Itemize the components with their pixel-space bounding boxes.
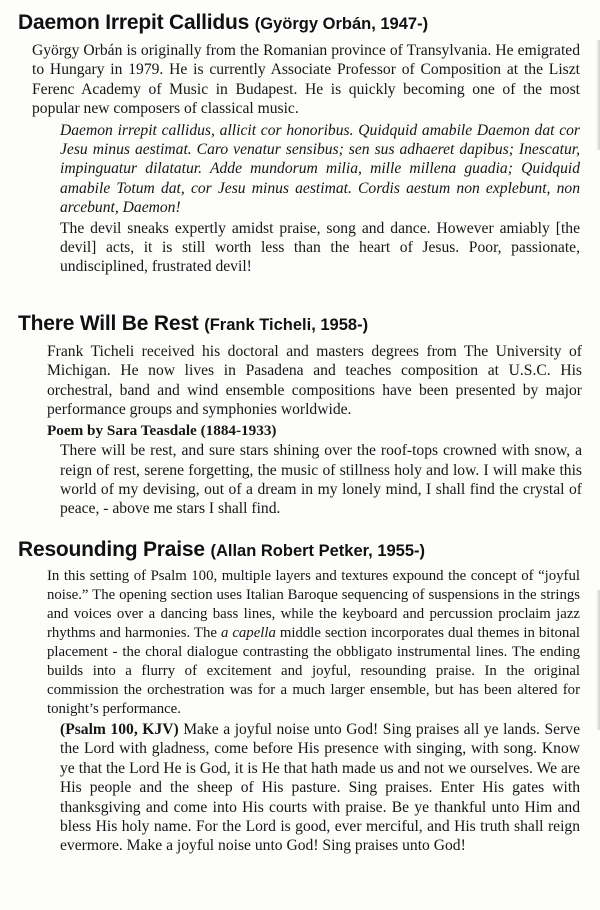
- composer-credit: (Allan Robert Petker, 1955-): [210, 542, 426, 560]
- poem-credit: Poem by Sara Teasdale (1884-1933): [47, 421, 277, 439]
- a-capella-term: a capella: [220, 625, 276, 641]
- piece-heading: [0, 11, 600, 36]
- piece-resounding-praise: [0, 538, 600, 856]
- poem-text: There will be rest, and sure stars shining over the roof-tops crowned with snow, a reign of rest, serene forgetting, the music of stillness holy and low. I will make this world of my devising, out of a dream in my lonely mind, I shall find the crystal of peace, - above me stars I shall find.: [60, 442, 582, 518]
- piece-heading: [0, 538, 600, 563]
- page-edge-shadow: [596, 590, 600, 730]
- composer-bio: Frank Ticheli received his doctoral and masters degrees from The University of Michigan. He now lives in Pasadena and teaches composition at U.S.C. His orchestral, band and wind ensemble compositions have been presented by major performance groups and symphonies worldwide.: [47, 343, 582, 419]
- psalm-citation: (Psalm 100, KJV): [60, 721, 179, 738]
- piece-description: In this setting of Psalm 100, multiple layers and textures expound the concept of “joyful noise.” The opening section uses Italian Baroque sequencing of suspensions in the strings and voices over a dancing bass lines, while the keyboard and percussion proclaim jazz rhythms and harmonies. The a capella middle section incorporates dual themes in bitonal placement - the choral dialogue contrasting the obbligato instrumental lines. The ending builds into a flurry of excitement and joyful, resounding praise. In the original commission the orchestration was for a much larger ensemble, but has been altered for tonight’s performance.: [47, 568, 580, 717]
- piece-title: Resounding Praise: [18, 538, 205, 561]
- piece-title: There Will Be Rest: [18, 312, 199, 335]
- composer-credit: (Frank Ticheli, 1958-): [204, 316, 369, 334]
- composer-bio: György Orbán is originally from the Romanian province of Transylvania. He emigrated to Hungary in 1979. He is currently Associate Professor of Composition at the Liszt Ferenc Academy of Music in Budapest. He is quickly becoming one of the most popular new composers of classical music.: [32, 42, 580, 118]
- composer-credit: (György Orbán, 1947-): [254, 15, 429, 33]
- piece-daemon-irrepit-callidus: [0, 11, 600, 277]
- latin-text: Daemon irrepit callidus, allicit cor honoribus. Quidquid amabile Daemon dat cor Jesu minus aestimat. Caro venatur sensibus; sen sus adhaeret dapibus; Inescatur, impinguatur dilatatur. Adde mundorum milia, mille millena guadia; Quidquid amabile Totum dat, cor Jesu minus aestimat. Cordis aestum non explebunt, non arcebunt, Daemon!: [60, 121, 580, 217]
- english-translation: The devil sneaks expertly amidst praise, song and dance. However amiably [the devil] acts, it is still worth less than the heart of Jesus. Poor, passionate, undisciplined, frustrated devil!: [60, 219, 580, 276]
- piece-there-will-be-rest: [0, 312, 600, 519]
- piece-title: Daemon Irrepit Callidus: [18, 11, 250, 34]
- piece-heading: [0, 312, 600, 337]
- psalm-text: (Psalm 100, KJV) Make a joyful noise unto God! Sing praises all ye lands. Serve the Lord with gladness, come before His presence with singing, with song. Know ye that the Lord He is God, it is He that hath made us and not we ourselves. We are His people and the sheep of His pasture. Sing praises. Enter His gates with thanksgiving and come into His courts with praise. Be ye thankful unto Him and bless His holy name. For the Lord is good, ever merciful, and His truth shall reign evermore. Make a joyful noise unto God! Sing praises unto God!: [60, 721, 580, 855]
- page-edge-shadow: [596, 40, 600, 150]
